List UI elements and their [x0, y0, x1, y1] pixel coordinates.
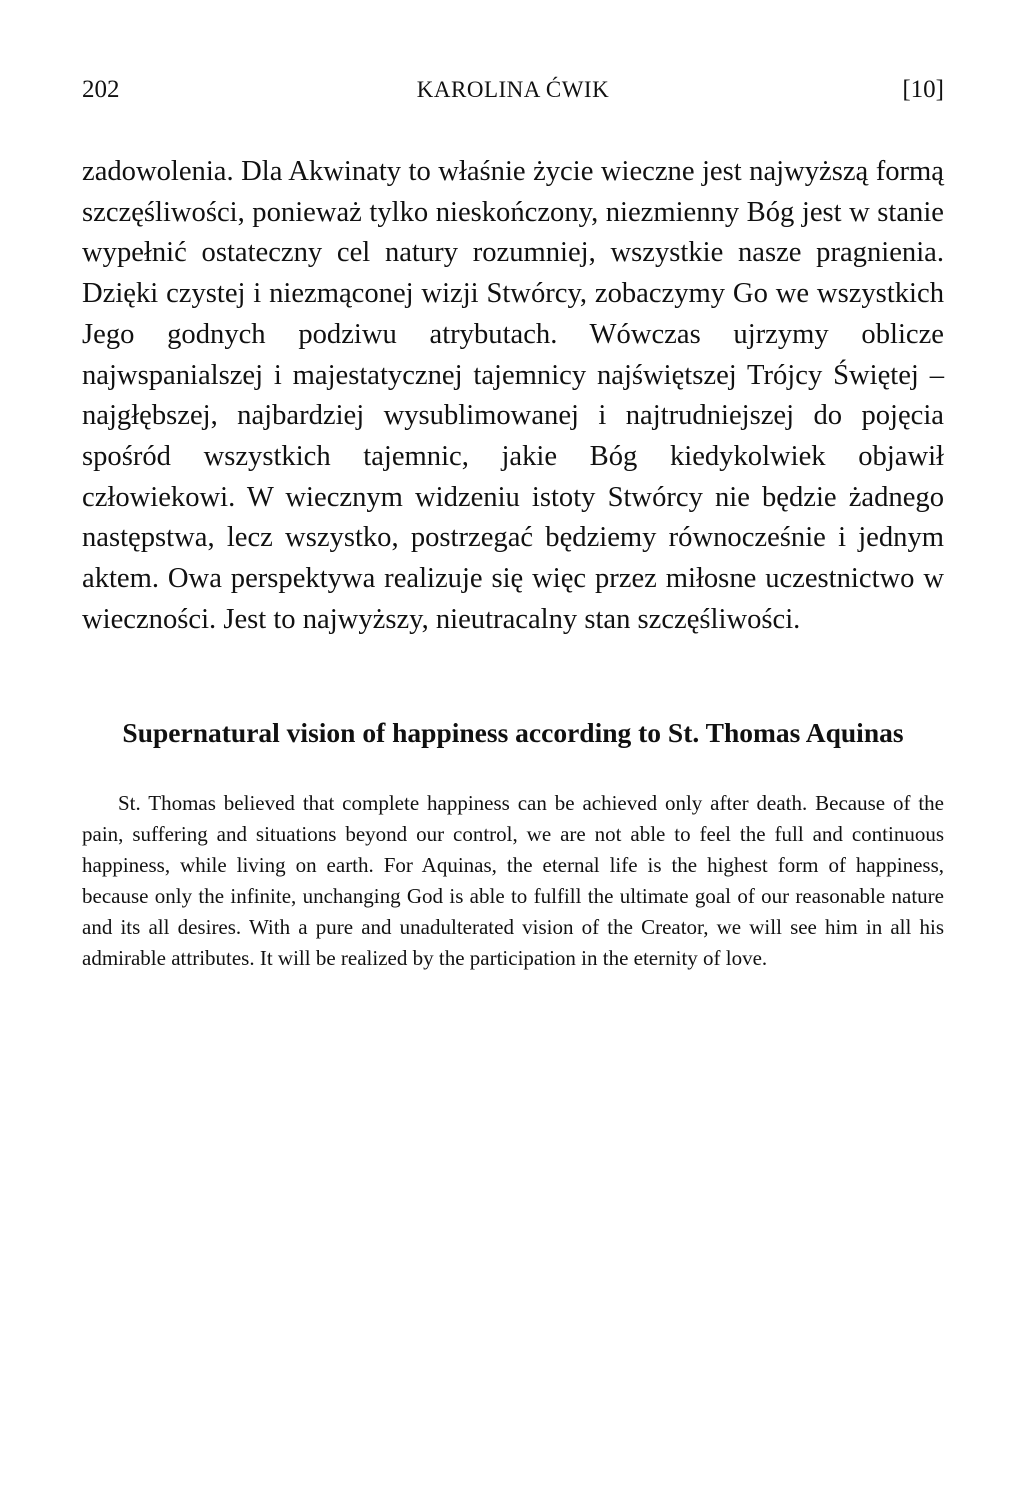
summary-paragraph: St. Thomas believed that complete happiness can be achieved only after death. Because of the pain, suffering and situations beyond our control, we are not able to feel the full and continuous happiness, while living on earth. For Aquinas, the eternal life is the highest form of happiness, because only the infinite, unchanging God is able to fulfill the ultimate goal of our reasonable nature and its all desires. With a pure and unadulterated vision of the Creator, we will see him in all his admirable attributes. It will be realized by the participation in the eternity of love. — [82, 791, 944, 970]
running-header — [82, 70, 944, 110]
section-number: [10] — [902, 76, 944, 103]
page-number: 202 — [82, 76, 120, 103]
body-paragraph: zadowolenia. Dla Akwinaty to właśnie życie wieczne jest najwyższą formą szczęśliwości, ponieważ tylko nieskończony, niezmienny Bóg jest w stanie wypełnić ostateczny cel natury rozumniej, wszystkie nasze pragnienia. Dzięki czystej i niezmąconej wizji Stwórcy, zobaczymy Go we wszystkich Jego godnych podziwu atrybutach. Wówczas ujrzymy oblicze najwspanialszej i majestatycznej tajemnicy najświętszej Trójcy Świętej – najgłębszej, najbardziej wysublimowanej i najtrudniejszej do pojęcia spośród wszystkich tajemnic, jakie Bóg kiedykolwiek objawił człowiekowi. W wiecznym widzeniu istoty Stwórcy nie będzie żadnego następstwa, lecz wszystko, postrzegać będziemy równocześnie i jednym aktem. Owa perspektywa realizuje się więc przez miłosne uczestnictwo w wieczności. Jest to najwyższy, nieutracalny stan szczęśliwości. — [82, 156, 944, 635]
running-head-author: KAROLINA ĆWIK — [416, 77, 610, 102]
summary-title: Supernatural vision of happiness according to St. Thomas Aquinas — [122, 717, 904, 749]
document-page — [82, 70, 944, 974]
